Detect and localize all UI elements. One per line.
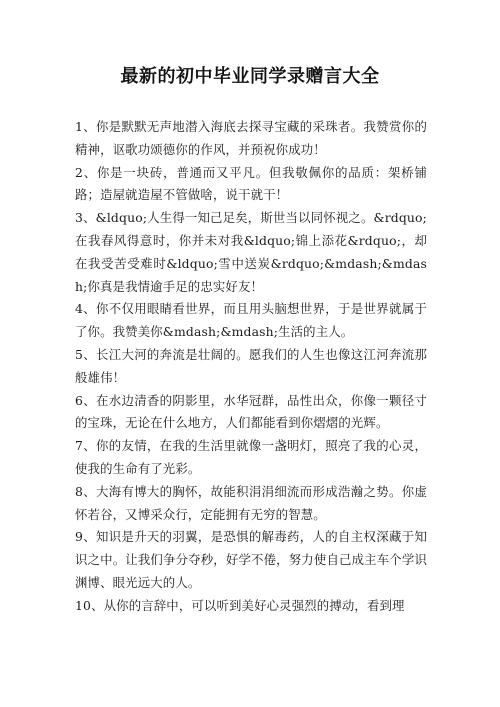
- paragraph-6: 6、在水边清香的阴影里，水华冠群，品性出众，你像一颗径寸的宝珠，无论在什么地方，人们都能看到你熠熠的光辉。: [75, 392, 427, 431]
- paragraph-10: 10、从你的言辞中，可以听到美好心灵强烈的搏动，看到理: [75, 597, 405, 613]
- paragraph-5: 5、长江大河的奔流是壮阔的。愿我们的人生也像这江河奔流那般雄伟！: [75, 346, 427, 385]
- paragraph-4: 4、你不仅用眼睛看世界，而且用头脑想世界，于是世界就属于了你。我赞美你&mdash;&mdash;生活的主人。: [75, 301, 427, 340]
- paragraph-1: 1、你是默默无声地潜入海底去探寻宝藏的采珠者。我赞赏你的精神，讴歌功颂德你的作风，并预祝你成功！: [75, 119, 427, 157]
- document-body: [75, 116, 427, 618]
- paragraph-9: 9、知识是升天的羽翼，是恐惧的解毒药，人的自主权深藏于知识之中。让我们争分夺秒，好学不倦，努力使自己成主车个学识渊博、眼光远大的人。: [75, 529, 427, 590]
- paragraph-3: 3、&ldquo;人生得一知己足矣，斯世当以同怀视之。&rdquo;在我春风得意时，你并未对我&ldquo;锦上添花&rdquo;，却在我受苦受难时&ldquo;雪中送炭&rdquo;&mdash;&mdash;你真是我情逾手足的忠实好友！: [75, 210, 427, 294]
- document-title: 最新的初中毕业同学录赠言大全: [120, 66, 380, 87]
- paragraph-8: 8、大海有博大的胸怀，故能积涓涓细流而形成浩瀚之势。你虚怀若谷，又博采众行，定能拥有无穷的智慧。: [75, 483, 427, 522]
- paragraph-2: 2、你是一块砖，普通而又平凡。但我敬佩你的品质：架桥铺路；造屋就造屋不管做啥，说干就干！: [75, 164, 427, 203]
- paragraph-7: 7、你的友情，在我的生活里就像一盏明灯，照亮了我的心灵，使我的生命有了光彩。: [75, 438, 427, 476]
